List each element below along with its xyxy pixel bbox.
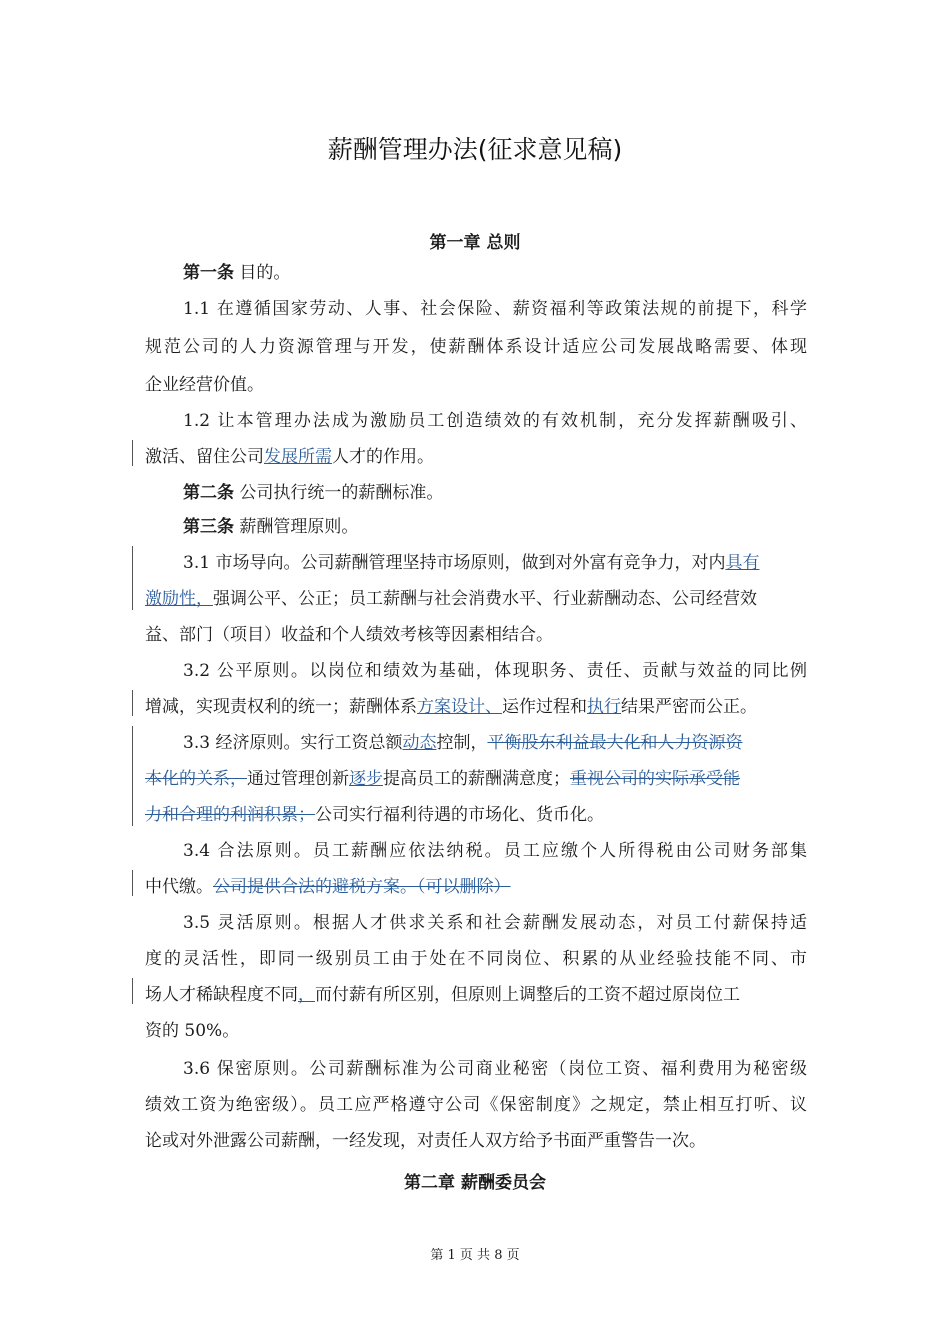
paragraph-3-4-line1: 3.4 合法原则。员工薪酬应依法纳税。员工应缴个人所得税由公司财务部集 [183, 841, 807, 861]
article-label: 第二条 [183, 483, 234, 503]
article-2 [183, 482, 443, 504]
text-run: 3.3 经济原则。实行工资总额 [183, 733, 403, 753]
revision-bar [132, 546, 133, 610]
page-footer: 第 1 页 共 8 页 [430, 1248, 520, 1263]
paragraph-3-5-line1: 3.5 灵活原则。根据人才供求关系和社会薪酬发展动态，对员工付薪保持适 [183, 913, 807, 933]
paragraph-1-1-line2: 规范公司的人力资源管理与开发，使薪酬体系设计适应公司发展战略需要、体现 [145, 337, 807, 357]
paragraph-3-5-line2: 度的灵活性，即同一级别员工由于处在不同岗位、积累的从业经验技能不同、市 [145, 949, 807, 969]
paragraph-3-1-line2 [145, 588, 757, 610]
deleted-text: 力和合理的利润积累； [145, 805, 315, 825]
article-label: 第三条 [183, 517, 234, 537]
revision-bar [132, 726, 133, 826]
deleted-text: 平衡股东利益最大化和人力资源资 [487, 733, 743, 753]
paragraph-3-6-line1: 3.6 保密原则。公司薪酬标准为公司商业秘密（岗位工资、福利费用为秘密级 [183, 1059, 807, 1079]
inserted-text: 动态 [402, 733, 437, 753]
revision-bar [132, 978, 133, 1004]
text-run: 激活、留住公司 [145, 447, 264, 467]
paragraph-3-6-line3: 论或对外泄露公司薪酬，一经发现，对责任人双方给予书面严重警告一次。 [145, 1131, 706, 1151]
inserted-text: 发展所需 [264, 447, 332, 467]
paragraph-3-1-line1 [183, 552, 759, 574]
revision-bar [132, 440, 133, 466]
inserted-text: 执行 [587, 697, 621, 717]
text-run: 提高员工的薪酬满意度； [383, 769, 570, 789]
paragraph-1-1-line3: 企业经营价值。 [145, 375, 264, 395]
paragraph-1-1-line1: 1.1 在遵循国家劳动、人事、社会保险、薪资福利等政策法规的前提下，科学 [183, 299, 807, 319]
paragraph-3-5-line4: 资的 50%。 [145, 1021, 240, 1041]
inserted-text: 具有 [725, 553, 760, 573]
article-1 [183, 262, 290, 284]
deleted-text: 本化的关系， [145, 769, 247, 789]
paragraph-3-2-line1: 3.2 公平原则。以岗位和绩效为基础，体现职务、责任、贡献与效益的同比例 [183, 661, 807, 681]
article-text: 公司执行统一的薪酬标准。 [234, 483, 444, 503]
text-run: 中代缴。 [145, 877, 213, 897]
text-run: 通过管理创新 [247, 769, 349, 789]
revision-bar [132, 870, 133, 896]
paragraph-3-3-line3 [145, 804, 604, 826]
article-text: 目的。 [234, 263, 291, 283]
paragraph-1-2-line1: 1.2 让本管理办法成为激励员工创造绩效的有效机制，充分发挥薪酬吸引、 [183, 411, 807, 431]
inserted-text: 方案设计、 [417, 697, 502, 717]
text-run: 增减，实现责权利的统一；薪酬体系 [145, 697, 417, 717]
article-label: 第一条 [183, 263, 234, 283]
paragraph-3-6-line2: 绩效工资为绝密级）。员工应严格遵守公司《保密制度》之规定，禁止相互打听、议 [145, 1095, 807, 1115]
text-run: 公司实行福利待遇的市场化、货币化。 [315, 805, 604, 825]
deleted-text: 公司提供合法的避税方案。（可以删除） [213, 877, 511, 897]
inserted-text: 逐步 [349, 769, 383, 789]
revision-bar [132, 690, 133, 716]
paragraph-3-2-line2 [145, 696, 757, 718]
text-run: 3.1 市场导向。公司薪酬管理坚持市场原则，做到对外富有竞争力，对内 [183, 553, 726, 573]
document-title: 薪酬管理办法(征求意见稿) [327, 135, 623, 164]
inserted-text: 激励性， [145, 589, 213, 609]
chapter-heading-2: 第二章 薪酬委员会 [404, 1173, 546, 1193]
paragraph-3-5-line3 [145, 984, 740, 1006]
paragraph-3-1-line3: 益、部门（项目）收益和个人绩效考核等因素相结合。 [145, 625, 553, 645]
paragraph-3-3-line2 [145, 768, 740, 790]
chapter-heading-1: 第一章 总则 [429, 233, 521, 253]
text-run: 场人才稀缺程度不同 [145, 985, 298, 1005]
paragraph-3-3-line1 [183, 732, 742, 754]
text-run: 而付薪有所区别，但原则上调整后的工资不超过原岗位工 [315, 985, 740, 1005]
text-run: 强调公平、公正；员工薪酬与社会消费水平、行业薪酬动态、公司经营效 [213, 589, 757, 609]
text-run: 人才的作用。 [332, 447, 434, 467]
paragraph-3-4-line2 [145, 876, 511, 898]
text-run: 运作过程和 [502, 697, 587, 717]
paragraph-1-2-line2 [145, 446, 434, 468]
inserted-text: ， [298, 985, 315, 1005]
article-3 [183, 516, 358, 538]
text-run: 控制， [436, 733, 488, 753]
article-text: 薪酬管理原则。 [234, 517, 359, 537]
deleted-text: 重视公司的实际承受能 [570, 769, 740, 789]
text-run: 结果严密而公正。 [621, 697, 757, 717]
